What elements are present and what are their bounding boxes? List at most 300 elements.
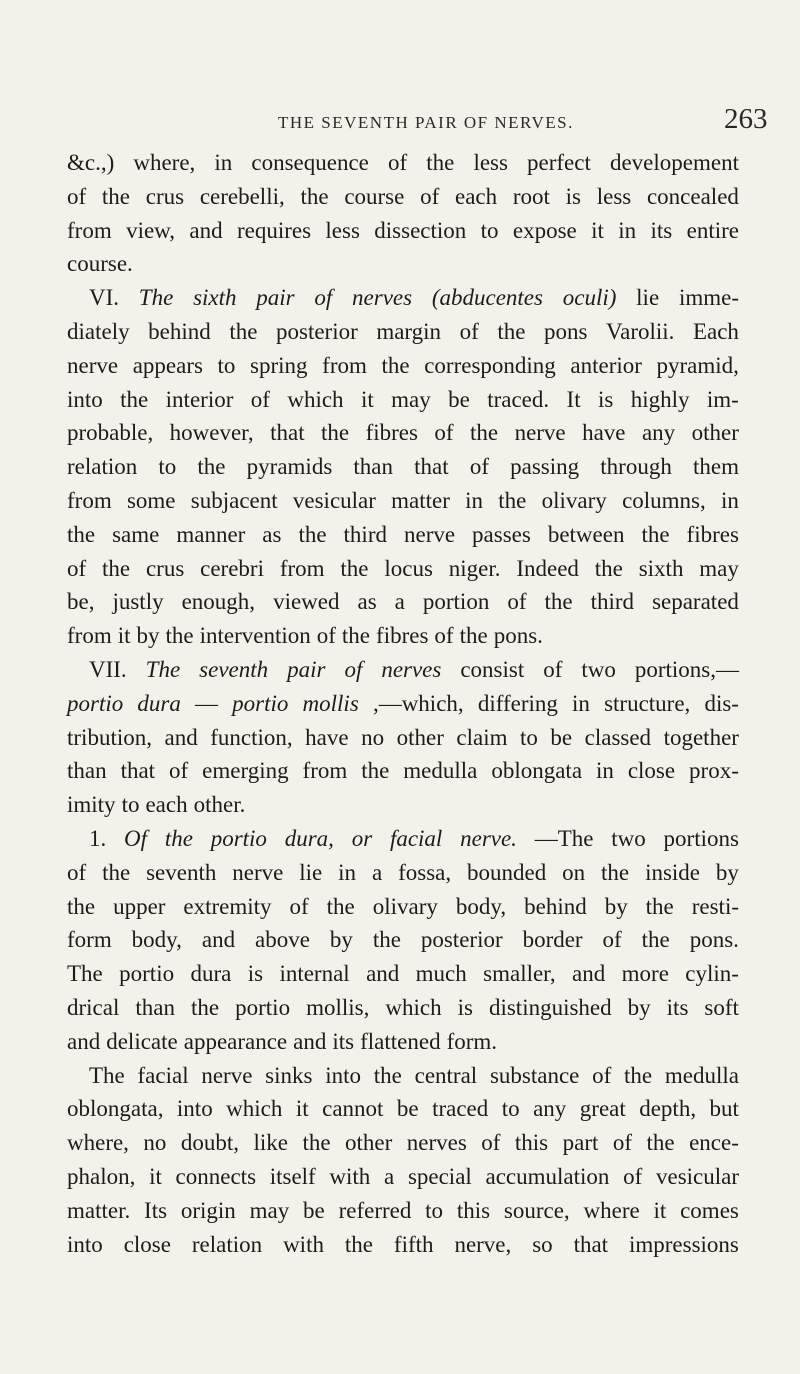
word: traced [432,1096,489,1122]
word: of [612,1130,633,1156]
word: inside [645,859,701,885]
word: posterior [276,318,358,344]
word: depth, [639,1096,697,1122]
word: the [101,183,131,209]
word: a [394,589,405,615]
word: structure, [604,690,691,716]
word: where, [133,150,196,175]
word: sixth [193,285,237,311]
word: sinks [265,1062,313,1088]
word: with [329,1163,371,1189]
word: The [145,656,181,682]
body-text [67,146,739,1261]
word: body, [131,927,182,953]
word: seventh [199,656,269,682]
word: pyramids [246,454,333,480]
word: and [201,927,236,953]
word: soft [704,994,739,1020]
word: be [396,1096,419,1122]
word: the [67,521,96,547]
word: nerve [201,1062,253,1088]
word: nerve. [460,825,517,851]
word: tribution, [67,724,152,750]
page-number: 263 [724,103,768,135]
word: of [387,150,408,175]
word: other [396,724,444,750]
word: the [321,420,350,446]
word: from [302,758,348,784]
word: fibres [365,420,418,446]
word: nerve [67,352,119,378]
word: this [514,1130,549,1156]
word: traced. [487,386,550,412]
word: of [289,893,309,919]
word: which [385,994,442,1020]
word: any [533,1096,567,1122]
word: from [67,217,112,243]
word: niger. [448,555,501,581]
word: that [414,454,449,480]
word: prox- [689,758,739,784]
word: pair [256,285,295,311]
word: matter. [67,1197,131,1223]
word: olivary [372,893,438,919]
word: may [249,1197,290,1223]
word: justly [112,589,164,615]
word: form. [446,1028,498,1054]
word: and [189,217,223,243]
word: portio [232,690,289,716]
word: anterior [570,352,642,378]
word: more [621,961,669,987]
word: medulla [664,1062,739,1088]
word: great [579,1096,626,1122]
word: like [253,1130,288,1156]
word: portion [422,589,490,615]
word: the [459,623,488,649]
word: Each [692,318,739,344]
word: is [247,961,264,987]
word: any [641,420,676,446]
word: it [295,1096,309,1122]
word: of [250,386,270,412]
word: to [425,1197,444,1223]
word: developement [609,150,739,175]
word: the [601,859,630,885]
word: its [666,994,689,1020]
word: where [583,1197,640,1223]
word: its [332,1028,355,1054]
word: each [454,183,498,209]
text-line [67,890,739,924]
word: nerve [403,521,456,547]
word: in [618,217,637,243]
word: the [544,589,573,615]
word: special [407,1163,472,1189]
word: of [344,656,363,682]
text-line [67,349,739,383]
word: appears [132,352,203,378]
word: however, [169,420,254,446]
word: and [164,724,198,750]
word: portions,— [634,656,739,682]
word: mollis, [306,994,370,1020]
word: a [384,1163,395,1189]
word: that [120,758,156,784]
word: in [214,150,233,175]
word: and [293,1028,327,1054]
text-line [67,957,739,991]
word: be [550,724,573,750]
word: into [67,386,103,412]
word: by [715,859,739,885]
word: portio [210,825,267,851]
word: facial [389,825,443,851]
word: the [341,623,371,649]
word: nerve, [454,1231,512,1257]
word: the [361,758,390,784]
word: the [641,521,670,547]
word: much [415,961,467,987]
word: the [373,1062,402,1088]
word: into [176,1096,213,1122]
text-line [67,180,739,214]
word: &c.,) [67,150,115,175]
text-line [67,1160,739,1194]
word: so [532,1231,553,1257]
text-line [67,1126,739,1160]
text-line [67,991,739,1025]
text-line [67,923,739,957]
word: entire [686,217,739,243]
word: the [470,420,499,446]
word: classed [584,724,652,750]
word: it [117,623,131,649]
word: extremity [183,893,272,919]
word: Varolii. [606,318,675,344]
word: which [287,386,344,412]
word: no [143,1130,167,1156]
word: the [646,1130,675,1156]
word: seventh [146,859,217,885]
text-line [67,721,739,755]
word: other [691,420,739,446]
word: enough, [181,589,256,615]
word: behind [524,893,587,919]
word: is [598,386,614,412]
word: have [305,724,349,750]
word: the [120,386,149,412]
word: be [303,1197,325,1223]
word: — [195,690,218,716]
word: third [590,589,635,615]
word: oculi) [562,285,617,311]
word: but [709,1096,739,1122]
word: its [650,217,673,243]
word: the [67,893,96,919]
word: Of [124,825,148,851]
word: a [371,859,383,885]
word: dura [137,690,181,716]
word: the [340,555,369,581]
text-line [67,315,739,349]
word: portio [119,961,175,987]
word: fibres [376,623,429,649]
word: in [572,690,590,716]
word: other [345,1130,393,1156]
word: columns, [622,487,706,513]
word: and [366,961,400,987]
word: border [522,927,583,953]
word: central [414,1062,478,1088]
word: resti- [691,893,739,919]
word: be, [67,589,95,615]
word: fossa, [398,859,452,885]
word: the [594,555,623,581]
word: imity [67,792,116,818]
text-line [67,1194,739,1228]
word: perfect [527,150,591,175]
word: by [627,994,651,1020]
word: of [459,318,479,344]
word: it [360,386,374,412]
word: pyramid, [656,352,739,378]
word: mollis [302,690,359,716]
text-line [67,856,739,890]
word: cannot [322,1096,384,1122]
word: above [255,927,310,953]
word: of [420,183,440,209]
word: consist [460,656,525,682]
word: in [721,487,739,513]
word: corresponding [424,352,556,378]
word: origin [180,1197,236,1223]
word: itself [269,1163,316,1189]
word: pair [287,656,326,682]
word: of [434,623,454,649]
word: where, [67,1130,129,1156]
word: upper [113,893,166,919]
word: probable, [67,420,154,446]
word: passes [472,521,531,547]
word: substance [489,1062,580,1088]
word: spring [250,352,308,378]
text-line [67,450,739,484]
word: is [565,183,581,209]
word: of [169,758,189,784]
word: it [149,1163,162,1189]
word: from [322,352,367,378]
word: each [145,792,188,818]
word: is [457,994,473,1020]
word: dissection [374,217,467,243]
word: diately [67,318,130,344]
word: of [481,1130,501,1156]
word: this [456,1197,491,1223]
word: of [592,1062,612,1088]
word: together [663,724,739,750]
word: from [67,487,112,513]
word: consequence [251,150,369,175]
word: differing [477,690,558,716]
word: the [165,623,194,649]
word: Indeed [516,555,579,581]
word: of [67,555,87,581]
text-line [67,788,739,822]
word: the [498,487,527,513]
word: by [329,927,353,953]
word: portio [67,690,124,716]
word: less [473,150,508,175]
word: may [699,555,739,581]
word: the [102,859,131,885]
word: appearance [183,1028,288,1054]
word: form [67,927,112,953]
word: comes [680,1197,739,1223]
word: the [381,352,410,378]
text-line [67,484,739,518]
word: of [67,183,87,209]
word: oblongata, [67,1096,164,1122]
word: the [197,454,226,480]
word: accumulation [485,1163,610,1189]
text-line [67,518,739,552]
word: delicate [106,1028,178,1054]
word: 1. [89,825,107,851]
word: to [480,217,499,243]
word: ence- [689,1130,739,1156]
word: the [645,893,674,919]
word: nerves [406,1130,467,1156]
word: some [126,487,176,513]
word: course. [67,251,133,277]
text-line [67,416,739,450]
word: of [623,1163,643,1189]
word: matter [391,487,450,513]
word: of [434,420,454,446]
word: to [217,352,236,378]
word: the [497,318,526,344]
word: close [627,758,676,784]
word: portio [235,994,291,1020]
word: dura, [284,825,334,851]
word: close [123,1231,171,1257]
word: be [448,386,470,412]
word: that [270,420,305,446]
word: imme- [678,285,739,311]
word: to [158,454,177,480]
text-line [67,552,739,586]
word: it [591,217,604,243]
word: the [102,555,131,581]
word: have [582,420,626,446]
text-line [67,214,739,248]
word: than [353,454,394,480]
text-line [67,619,739,653]
word: connects [175,1163,257,1189]
word: in [595,758,614,784]
word: the [426,150,455,175]
word: requires [236,217,312,243]
word: of [314,285,333,311]
word: which [226,1096,283,1122]
word: crus [145,183,185,209]
text-line [67,754,739,788]
word: expose [512,217,577,243]
word: olivary [541,487,607,513]
text-line [67,1059,739,1093]
word: pons [544,318,588,344]
word: into [325,1062,361,1088]
word: no [361,724,385,750]
text-line [67,822,739,856]
word: portions [663,825,739,851]
word: than [67,758,107,784]
word: sixth [638,555,684,581]
word: the [372,927,401,953]
word: Its [144,1197,168,1223]
word: fibres [686,521,739,547]
word: part [562,1130,599,1156]
word: cerebri [200,555,264,581]
word: separated [652,589,739,615]
word: of [507,589,527,615]
word: root [512,183,550,209]
word: between [547,521,625,547]
word: on [562,859,586,885]
word: viewed [273,589,340,615]
word: distinguished [488,994,612,1020]
word: and [572,961,606,987]
word: of [316,623,336,649]
word: as [262,521,282,547]
word: course [344,183,405,209]
word: smaller, [483,961,556,987]
word: dis- [704,690,739,716]
word: medulla [403,758,478,784]
word: them [692,454,739,480]
word: ,—which, [372,690,464,716]
word: oblongata [491,758,583,784]
word: claim [456,724,508,750]
text-line [67,1025,739,1059]
word: may [391,386,431,412]
running-head: THE SEVENTH PAIR OF NERVES. [278,113,574,132]
word: vesicular [655,1163,739,1189]
word: interior [165,386,234,412]
word: the [298,521,327,547]
word: doubt, [180,1130,240,1156]
word: source, [503,1197,570,1223]
word: lie [299,859,323,885]
word: from [279,555,325,581]
text-line [67,281,739,315]
word: The [89,1062,125,1088]
word: drical [67,994,120,1020]
word: highly [630,386,690,412]
word: crus [145,555,185,581]
word: it [653,1197,667,1223]
word: concealed [646,183,739,209]
word: to [520,724,538,750]
word: VI. [89,285,120,311]
text-line [67,247,739,281]
word: the [191,994,220,1020]
word: relation [67,454,138,480]
word: in [338,859,357,885]
text-line [67,146,739,180]
word: (abducentes [431,285,543,311]
